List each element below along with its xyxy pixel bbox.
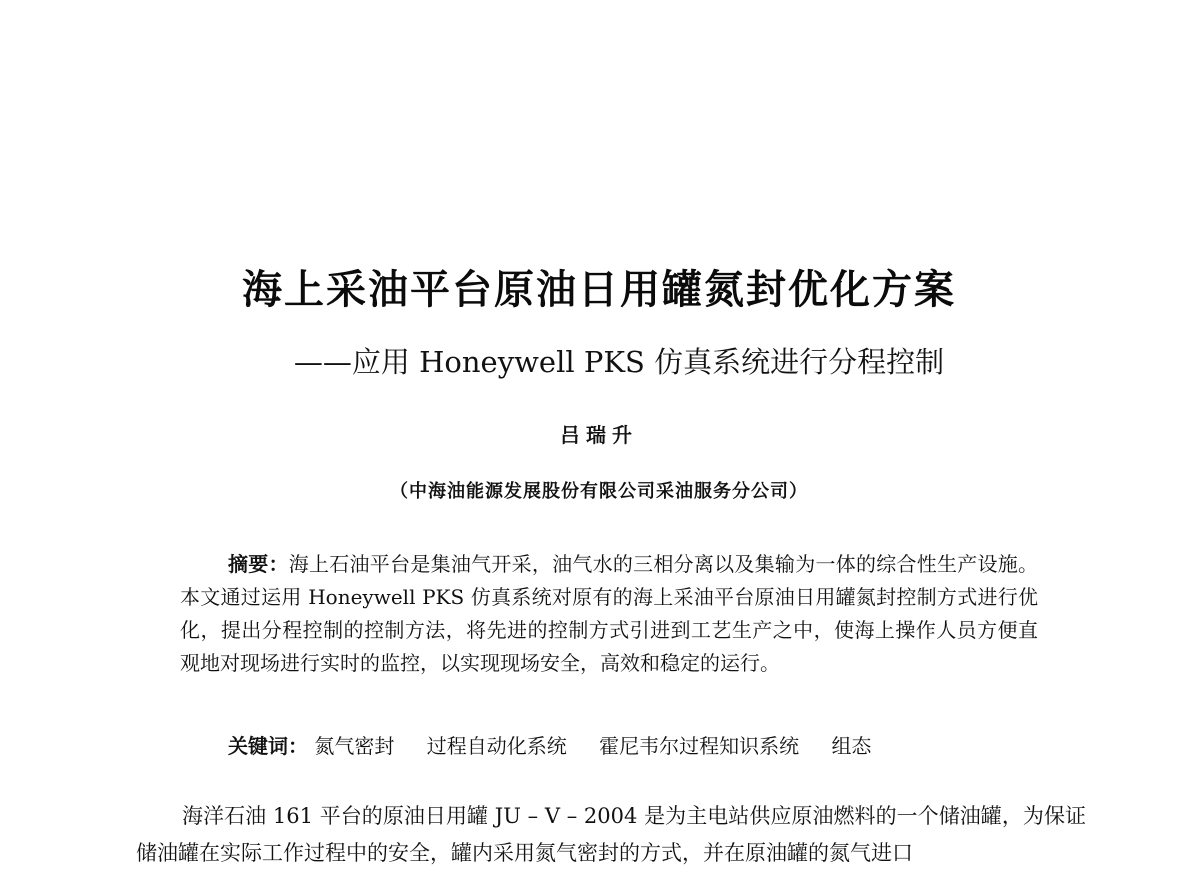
paper-title: 海上采油平台原油日用罐氮封优化方案	[242, 267, 956, 313]
keywords-label: 关键词：	[228, 734, 308, 758]
author-affiliation: （中海油能源发展股份有限公司采油服务分公司）	[390, 481, 808, 502]
author-name: 吕瑞升	[560, 423, 638, 447]
abstract-text: 海上石油平台是集油气开采，油气水的三相分离以及集输为一体的综合性生产设施。本文通过运用 Honeywell PKS 仿真系统对原有的海上采油平台原油日用罐氮封控制方式进行优化，提出分程控制的控制方法，将先进的控制方式引进到工艺生产之中，使海上操作人员方便直观地对现场进行实时的监控，以实现现场安全，高效和稳定的运行。	[180, 552, 1039, 675]
keyword-item: 氮气密封	[314, 734, 395, 758]
keyword-item: 霍尼韦尔过程知识系统	[599, 734, 800, 758]
keywords-section	[228, 730, 897, 763]
abstract-section	[180, 548, 1038, 680]
body-paragraph: 海洋石油 161 平台的原油日用罐 JU – V – 2004 是为主电站供应原油燃料的一个储油罐，为保证储油罐在实际工作过程中的安全，罐内采用氮气密封的方式，并在原油罐的氮气进口	[136, 804, 1086, 865]
keyword-item: 过程自动化系统	[426, 734, 567, 758]
keyword-item: 组态	[831, 734, 872, 758]
paper-subtitle: ——应用 Honeywell PKS 仿真系统进行分程控制	[293, 345, 945, 379]
abstract-label: 摘要：	[228, 552, 289, 576]
